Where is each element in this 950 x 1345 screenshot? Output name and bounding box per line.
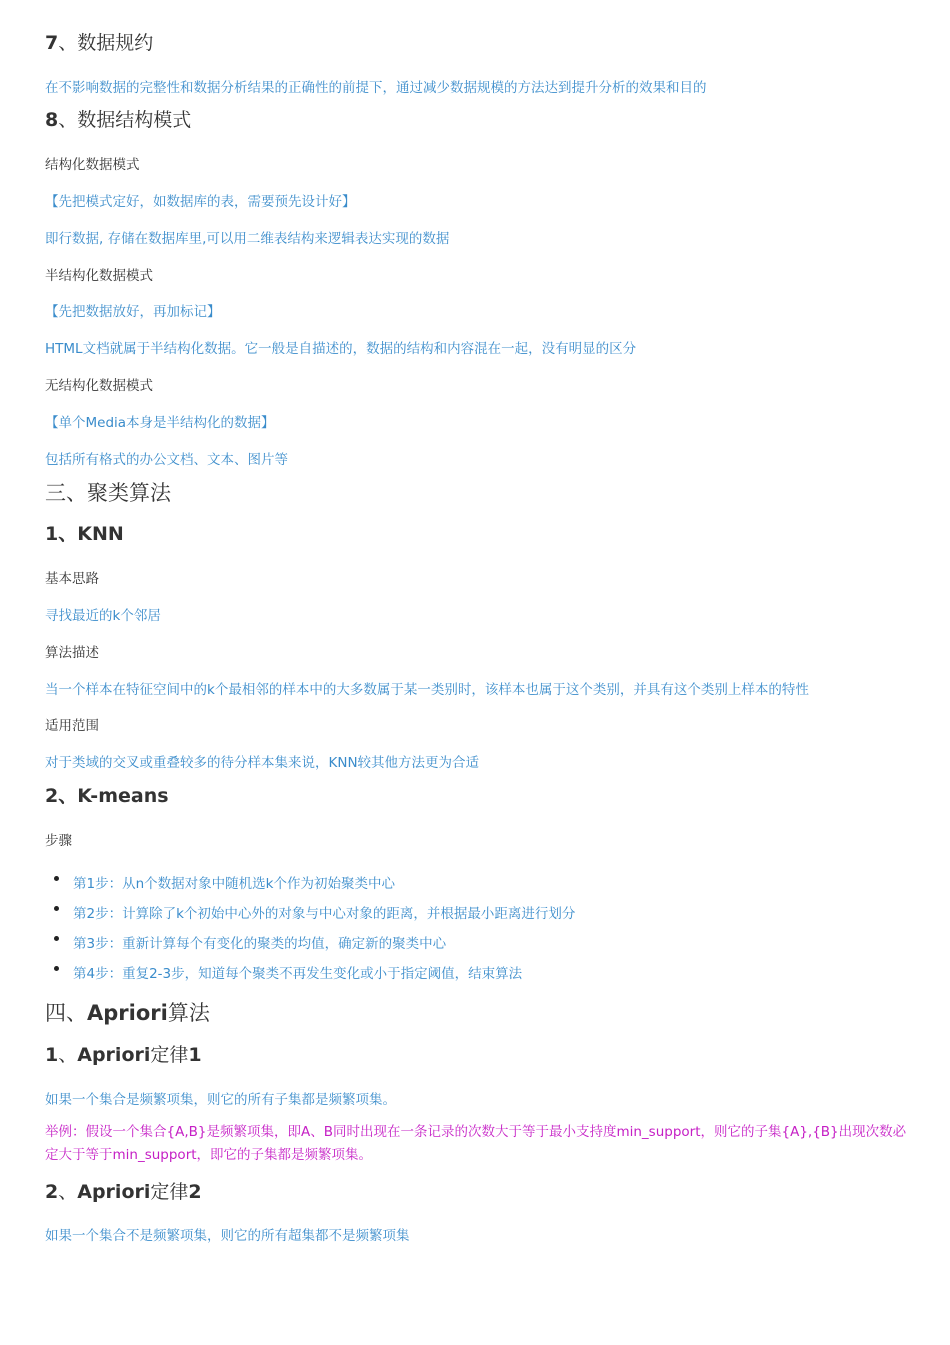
law-1-separator: 、 — [58, 1044, 78, 1066]
law-1-number: 1 — [45, 1044, 59, 1066]
structured-mode-description: 即行数据, 存储在数据库里,可以用二维表结构来逻辑表达实现的数据 — [45, 231, 450, 247]
bullet-icon — [54, 876, 59, 881]
part-4-prefix: 四、 — [45, 1001, 87, 1025]
knn-heading — [45, 519, 124, 546]
section-8-number: 8 — [45, 109, 59, 131]
semi-structured-mode-label: 半结构化数据模式 — [45, 268, 153, 284]
section-7-title: 、数据规约 — [58, 32, 154, 54]
law-1-index: 1 — [188, 1044, 202, 1066]
law-2-apriori: Apriori — [77, 1181, 151, 1203]
bullet-icon — [54, 906, 59, 911]
structured-mode-label: 结构化数据模式 — [45, 157, 140, 173]
unstructured-mode-description: 包括所有格式的办公文档、文本、图片等 — [45, 452, 288, 468]
section-7-description: 在不影响数据的完整性和数据分析结果的正确性的前提下，通过减少数据规模的方法达到提升分析的效果和目的 — [45, 80, 707, 96]
section-8-heading — [45, 105, 191, 132]
law-2-number: 2 — [45, 1181, 59, 1203]
apriori-law-1-heading — [45, 1040, 202, 1067]
part-4-heading — [45, 997, 210, 1027]
knn-algorithm-label: 算法描述 — [45, 645, 99, 661]
section-7-number: 7 — [45, 32, 59, 54]
apriori-law-1-example: 举例：假设一个集合{A,B}是频繁项集，即A、B同时出现在一条记录的次数大于等于最小支持度min_support，则它的子集{A},{B}出现次数必定大于等于min_support，即它的子集都是频繁项集。 — [45, 1124, 907, 1163]
kmeans-steps-label: 步骤 — [45, 833, 72, 849]
kmeans-number: 2 — [45, 785, 59, 807]
section-7-heading — [45, 28, 153, 55]
knn-title: 、KNN — [58, 523, 124, 545]
knn-algorithm: 当一个样本在特征空间中的k个最相邻的样本中的大多数属于某一类别时，该样本也属于这个类别，并具有这个类别上样本的特性 — [45, 682, 809, 698]
unstructured-mode-note: 【单个Media本身是半结构化的数据】 — [45, 415, 275, 431]
unstructured-mode-label: 无结构化数据模式 — [45, 378, 153, 394]
kmeans-step-2: 第2步：计算除了k个初始中心外的对象与中心对象的距离，并根据最小距离进行划分 — [73, 906, 576, 922]
semi-structured-mode-note: 【先把数据放好，再加标记】 — [45, 304, 221, 320]
law-2-separator: 、 — [58, 1181, 78, 1203]
kmeans-step-4: 第4步：重复2-3步，知道每个聚类不再发生变化或小于指定阈值，结束算法 — [73, 966, 523, 982]
kmeans-heading — [45, 781, 169, 808]
structured-mode-note: 【先把模式定好，如数据库的表，需要预先设计好】 — [45, 194, 356, 210]
apriori-law-2-heading — [45, 1177, 202, 1204]
knn-number: 1 — [45, 523, 59, 545]
law-2-word: 定律 — [150, 1181, 189, 1203]
knn-idea-label: 基本思路 — [45, 571, 99, 587]
apriori-law-2-description: 如果一个集合不是频繁项集，则它的所有超集都不是频繁项集 — [45, 1228, 410, 1244]
knn-scope-label: 适用范围 — [45, 718, 99, 734]
kmeans-step-3: 第3步：重新计算每个有变化的聚类的均值，确定新的聚类中心 — [73, 936, 447, 952]
kmeans-step-1: 第1步：从n个数据对象中随机选k个作为初始聚类中心 — [73, 876, 395, 892]
section-8-title: 、数据结构模式 — [58, 109, 192, 131]
knn-idea: 寻找最近的k个邻居 — [45, 608, 161, 624]
law-2-index: 2 — [188, 1181, 202, 1203]
knn-scope: 对于类域的交叉或重叠较多的待分样本集来说，KNN较其他方法更为合适 — [45, 755, 480, 771]
bullet-icon — [54, 936, 59, 941]
law-1-word: 定律 — [150, 1044, 189, 1066]
law-1-apriori: Apriori — [77, 1044, 151, 1066]
bullet-icon — [54, 966, 59, 971]
part-4-apriori: Apriori — [87, 1001, 168, 1025]
kmeans-title: 、K-means — [58, 785, 169, 807]
semi-structured-mode-description: HTML文档就属于半结构化数据。它一般是自描述的，数据的结构和内容混在一起，没有明显的区分 — [45, 341, 637, 357]
part-3-heading: 三、聚类算法 — [45, 481, 171, 505]
part-4-suffix: 算法 — [167, 1001, 210, 1025]
apriori-law-1-description: 如果一个集合是频繁项集，则它的所有子集都是频繁项集。 — [45, 1092, 396, 1108]
